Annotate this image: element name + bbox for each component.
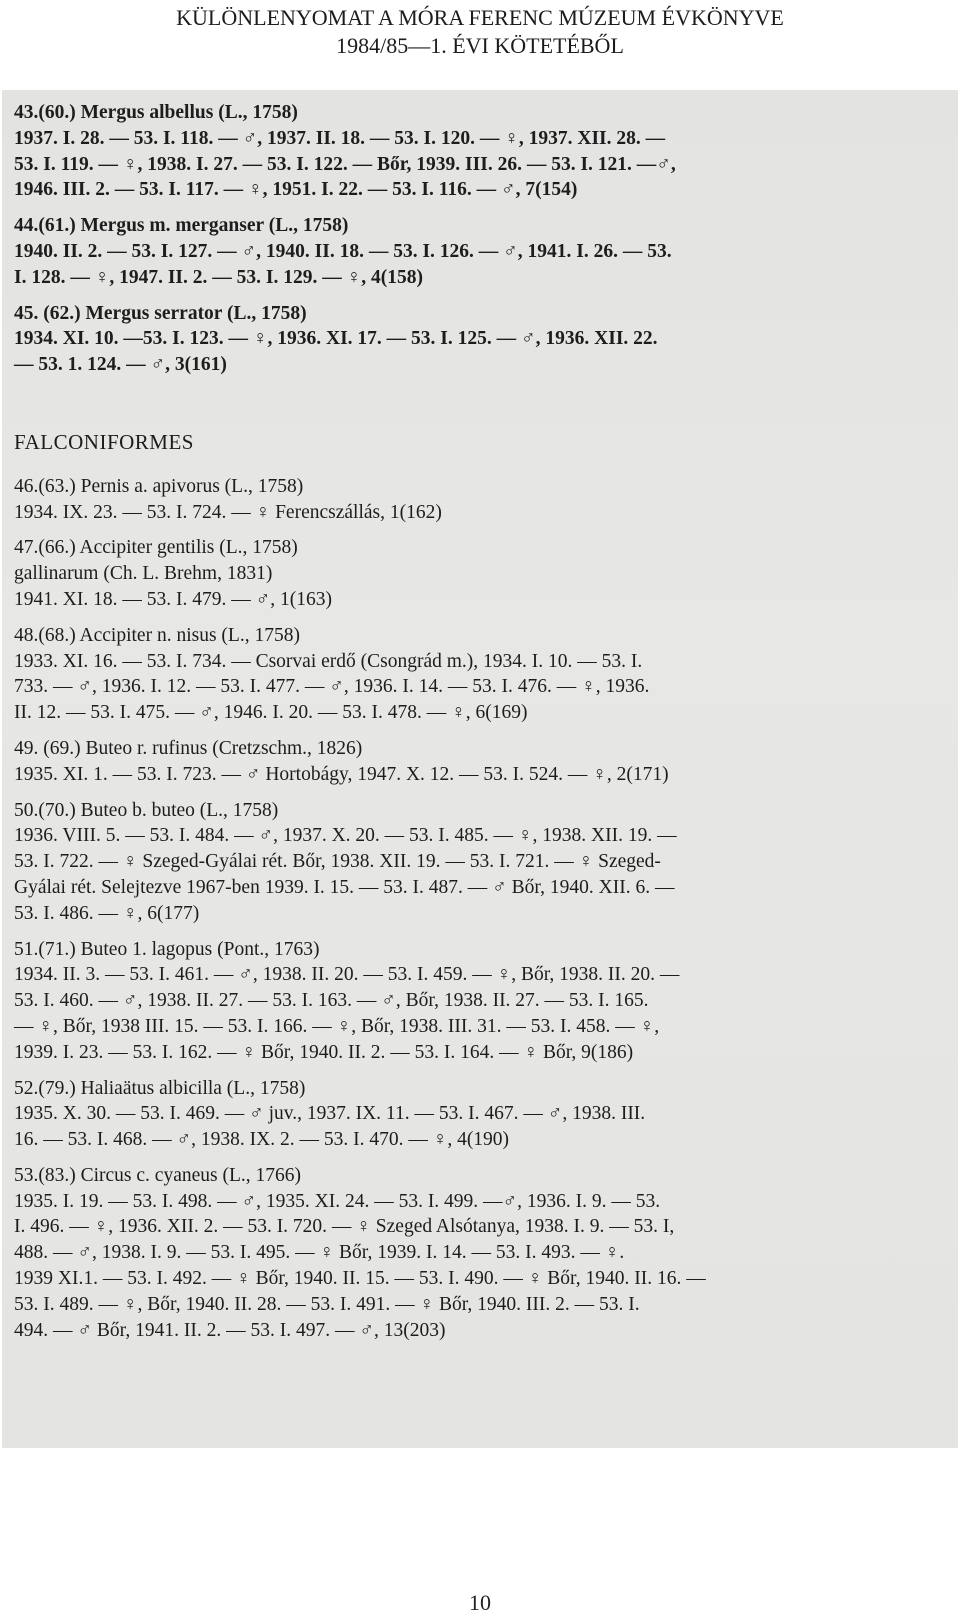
record-line: 1933. XI. 16. — 53. I. 734. — Csorvai erdő (Csongrád m.), 1934. I. 10. — 53. I.: [14, 650, 643, 672]
species-title: 49. (69.) Buteo r. rufinus (Cretzschm., 1826): [14, 737, 363, 759]
species-entry: [14, 213, 940, 290]
species-entry: [14, 937, 940, 1066]
species-entry: [14, 736, 940, 788]
record-line: I. 128. — ♀, 1947. II. 2. — 53. I. 129. — ♀, 4(158): [14, 266, 423, 288]
record-line: 1946. III. 2. — 53. I. 117. — ♀, 1951. I. 22. — 53. I. 116. — ♂, 7(154): [14, 179, 578, 201]
species-title: 51.(71.) Buteo 1. lagopus (Pont., 1763): [14, 938, 320, 960]
species-title: 47.(66.) Accipiter gentilis (L., 1758): [14, 537, 298, 559]
record-line: 1934. XI. 10. —53. I. 123. — ♀, 1936. XI. 17. — 53. I. 125. — ♂, 1936. XII. 22.: [14, 328, 658, 350]
record-line: 1935. XI. 1. — 53. I. 723. — ♂ Hortobágy, 1947. X. 12. — 53. I. 524. — ♀, 2(171): [14, 763, 669, 785]
record-line: 1939 XI.1. — 53. I. 492. — ♀ Bőr, 1940. II. 15. — 53. I. 490. — ♀ Bőr, 1940. II. 16. —: [14, 1268, 706, 1290]
entries-falconiformes: [14, 474, 940, 1344]
species-title: 50.(70.) Buteo b. buteo (L., 1758): [14, 799, 279, 821]
record-line: 1940. II. 2. — 53. I. 127. — ♂, 1940. II. 18. — 53. I. 126. — ♂, 1941. I. 26. — 53.: [14, 240, 672, 262]
record-line: 16. — 53. I. 468. — ♂, 1938. IX. 2. — 53. I. 470. — ♀, 4(190): [14, 1129, 510, 1151]
record-line: 1941. XI. 18. — 53. I. 479. — ♂, 1(163): [14, 588, 332, 610]
record-line: — ♀, Bőr, 1938 III. 15. — 53. I. 166. — ♀, Bőr, 1938. III. 31. — 53. I. 458. — ♀,: [14, 1015, 660, 1037]
species-entry: [14, 623, 940, 726]
record-line: 733. — ♂, 1936. I. 12. — 53. I. 477. — ♂, 1936. I. 14. — 53. I. 476. — ♀, 1936.: [14, 676, 650, 698]
record-line: 1939. I. 23. — 53. I. 162. — ♀ Bőr, 1940. II. 2. — 53. I. 164. — ♀ Bőr, 9(186): [14, 1041, 634, 1063]
page-header: [0, 4, 960, 60]
record-line: Gyálai rét. Selejtezve 1967-ben 1939. I. 15. — 53. I. 487. — ♂ Bőr, 1940. XII. 6. —: [14, 876, 675, 898]
species-title: 53.(83.) Circus c. cyaneus (L., 1766): [14, 1164, 302, 1186]
record-line: — 53. 1. 124. — ♂, 3(161): [14, 354, 227, 376]
record-line: II. 12. — 53. I. 475. — ♂, 1946. I. 20. — 53. I. 478. — ♀, 6(169): [14, 702, 528, 724]
record-line: 1935. I. 19. — 53. I. 498. — ♂, 1935. XI. 24. — 53. I. 499. —♂, 1936. I. 9. — 53.: [14, 1190, 661, 1212]
record-line: 53. I. 722. — ♀ Szeged-Gyálai rét. Bőr, 1938. XII. 19. — 53. I. 721. — ♀ Szeged-: [14, 851, 661, 873]
header-line-1: KÜLÖNLENYOMAT A MÓRA FERENC MÚZEUM ÉVKÖNYVE: [176, 5, 784, 30]
record-line: 53. I. 486. — ♀, 6(177): [14, 902, 200, 924]
species-title: 48.(68.) Accipiter n. nisus (L., 1758): [14, 624, 300, 646]
record-line: 1934. IX. 23. — 53. I. 724. — ♀ Ferencszállás, 1(162): [14, 501, 442, 523]
species-entry: [14, 301, 940, 378]
entries-anseriformes: [14, 100, 940, 378]
record-line: 1936. VIII. 5. — 53. I. 484. — ♂, 1937. X. 20. — 53. I. 485. — ♀, 1938. XII. 19. —: [14, 825, 677, 847]
record-line: gallinarum (Ch. L. Brehm, 1831): [14, 563, 273, 585]
species-title: 45. (62.) Mergus serrator (L., 1758): [14, 302, 307, 324]
record-line: 488. — ♂, 1938. I. 9. — 53. I. 495. — ♀ Bőr, 1939. I. 14. — 53. I. 493. — ♀.: [14, 1242, 625, 1264]
record-line: 1937. I. 28. — 53. I. 118. — ♂, 1937. II. 18. — 53. I. 120. — ♀, 1937. XII. 28. —: [14, 127, 666, 149]
record-line: 494. — ♂ Bőr, 1941. II. 2. — 53. I. 497. — ♂, 13(203): [14, 1319, 446, 1341]
header-line-2: 1984/85—1. ÉVI KÖTETÉBŐL: [336, 33, 624, 58]
species-entry: [14, 100, 940, 203]
species-entry: [14, 474, 940, 526]
species-title: 43.(60.) Mergus albellus (L., 1758): [14, 102, 298, 123]
record-line: 1935. X. 30. — 53. I. 469. — ♂ juv., 1937. IX. 11. — 53. I. 467. — ♂, 1938. III.: [14, 1103, 646, 1125]
record-line: 53. I. 119. — ♀, 1938. I. 27. — 53. I. 122. — Bőr, 1939. III. 26. — 53. I. 121. —♂,: [14, 153, 676, 175]
record-line: 53. I. 460. — ♂, 1938. II. 27. — 53. I. 163. — ♂, Bőr, 1938. II. 27. — 53. I. 165.: [14, 990, 649, 1012]
species-entry: [14, 535, 940, 612]
species-title: 44.(61.) Mergus m. merganser (L., 1758): [14, 215, 349, 237]
record-line: 1934. II. 3. — 53. I. 461. — ♂, 1938. II. 20. — 53. I. 459. — ♀, Bőr, 1938. II. 20. —: [14, 964, 680, 986]
species-entry: [14, 1163, 940, 1344]
species-entry: [14, 1076, 940, 1153]
species-title: 52.(79.) Haliaätus albicilla (L., 1758): [14, 1077, 306, 1099]
record-line: 53. I. 489. — ♀, Bőr, 1940. II. 28. — 53. I. 491. — ♀ Bőr, 1940. III. 2. — 53. I.: [14, 1293, 640, 1315]
section-heading: FALCONIFORMES: [14, 429, 194, 454]
species-title: 46.(63.) Pernis a. apivorus (L., 1758): [14, 475, 304, 497]
scanned-page: [2, 90, 958, 1448]
species-entry: [14, 798, 940, 927]
record-line: I. 496. — ♀, 1936. XII. 2. — 53. I. 720. — ♀ Szeged Alsótanya, 1938. I. 9. — 53. I,: [14, 1216, 675, 1238]
page-number: 10: [469, 1590, 491, 1615]
